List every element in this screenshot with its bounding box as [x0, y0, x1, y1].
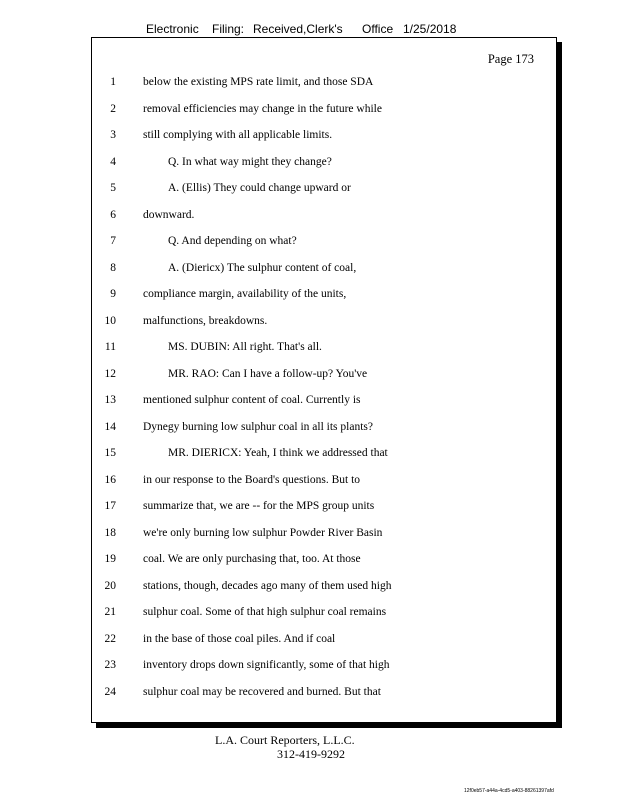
transcript-line [92, 421, 556, 437]
line-number: 24 [104, 685, 116, 698]
transcript-line [92, 606, 556, 622]
transcript-line [92, 182, 556, 198]
line-text: compliance margin, availability of the units, [143, 288, 347, 300]
transcript-line [92, 394, 556, 410]
line-number: 22 [104, 632, 116, 645]
line-text: mentioned sulphur content of coal. Currently is [143, 394, 361, 406]
transcript-line [92, 659, 556, 675]
court-reporter-phone: 312-419-9292 [277, 747, 345, 761]
transcript-line [92, 368, 556, 384]
line-text: in our response to the Board's questions. But to [143, 473, 361, 486]
line-text: stations, though, decades ago many of them used high [143, 579, 392, 592]
line-text: sulphur coal may be recovered and burned. But that [143, 685, 381, 698]
filing-date: 1/25/2018 [403, 22, 457, 36]
line-text: A. (Ellis) They could change upward or [168, 182, 351, 194]
line-text: removal efficiencies may change in the future while [143, 102, 382, 115]
line-text: coal. We are only purchasing that, too. At those [143, 553, 361, 565]
transcript-line [92, 686, 556, 702]
document-hash: 12f0eb57-a44a-4cd5-a403-88261397afd [464, 788, 554, 794]
transcript-line [92, 262, 556, 278]
line-number: 11 [104, 341, 116, 353]
transcript-line [92, 156, 556, 172]
filing-label-office: Office [362, 22, 394, 36]
transcript-line [92, 580, 556, 596]
line-number: 12 [104, 367, 116, 380]
line-number: 9 [110, 288, 116, 300]
transcript-line [92, 527, 556, 543]
transcript-line [92, 288, 556, 304]
transcript-line [92, 235, 556, 251]
line-text: summarize that, we are -- for the MPS group units [143, 500, 375, 512]
line-number: 8 [110, 261, 116, 274]
transcript-line [92, 341, 556, 357]
line-text: inventory drops down significantly, some of that high [143, 659, 390, 671]
line-text: sulphur coal. Some of that high sulphur coal remains [143, 606, 387, 618]
transcript-line [92, 76, 556, 92]
line-number: 3 [110, 129, 116, 141]
transcript-line [92, 633, 556, 649]
filing-label-received: Received,Clerk's [253, 22, 343, 36]
line-text: we're only burning low sulphur Powder River Basin [143, 526, 383, 539]
transcript-line [92, 209, 556, 225]
line-text: Dynegy burning low sulphur coal in all its plants? [143, 420, 373, 433]
line-number: 13 [104, 394, 116, 406]
line-text: still complying with all applicable limits. [143, 129, 333, 141]
line-number: 6 [110, 208, 116, 221]
line-text: below the existing MPS rate limit, and those SDA [143, 76, 374, 88]
transcript-line [92, 315, 556, 331]
line-text: Q. And depending on what? [168, 235, 297, 247]
transcript-line [92, 447, 556, 463]
line-number: 23 [104, 659, 116, 671]
line-number: 21 [104, 606, 116, 618]
line-number: 18 [104, 526, 116, 539]
page-number: Page 173 [487, 52, 534, 66]
transcript-line [92, 103, 556, 119]
line-number: 20 [104, 579, 116, 592]
filing-label-filing: Filing: [212, 22, 245, 36]
electronic-filing-header [0, 22, 618, 36]
line-text: in the base of those coal piles. And if coal [143, 632, 336, 645]
line-number: 10 [104, 314, 116, 327]
line-text: MR. RAO: Can I have a follow-up? You've [168, 367, 368, 380]
line-number: 15 [104, 447, 116, 459]
line-number: 19 [104, 553, 116, 565]
line-number: 4 [110, 155, 116, 168]
line-text: downward. [143, 208, 195, 221]
line-text: Q. In what way might they change? [168, 155, 332, 168]
line-text: A. (Diericx) The sulphur content of coal, [168, 261, 357, 274]
line-number: 1 [110, 76, 116, 88]
transcript-line [92, 129, 556, 145]
court-reporter-company: L.A. Court Reporters, L.L.C. [215, 733, 355, 747]
line-text: MR. DIERICX: Yeah, I think we addressed that [168, 447, 388, 459]
line-text: malfunctions, breakdowns. [143, 314, 268, 327]
transcript-line [92, 474, 556, 490]
line-number: 5 [110, 182, 116, 194]
line-text: MS. DUBIN: All right. That's all. [168, 341, 322, 353]
filing-label-electronic: Electronic [146, 22, 199, 36]
line-number: 17 [104, 500, 116, 512]
line-number: 16 [104, 473, 116, 486]
transcript-line [92, 500, 556, 516]
transcript-page [91, 37, 557, 723]
line-number: 2 [110, 102, 116, 115]
line-number: 7 [110, 235, 116, 247]
transcript-line [92, 553, 556, 569]
line-number: 14 [104, 420, 116, 433]
